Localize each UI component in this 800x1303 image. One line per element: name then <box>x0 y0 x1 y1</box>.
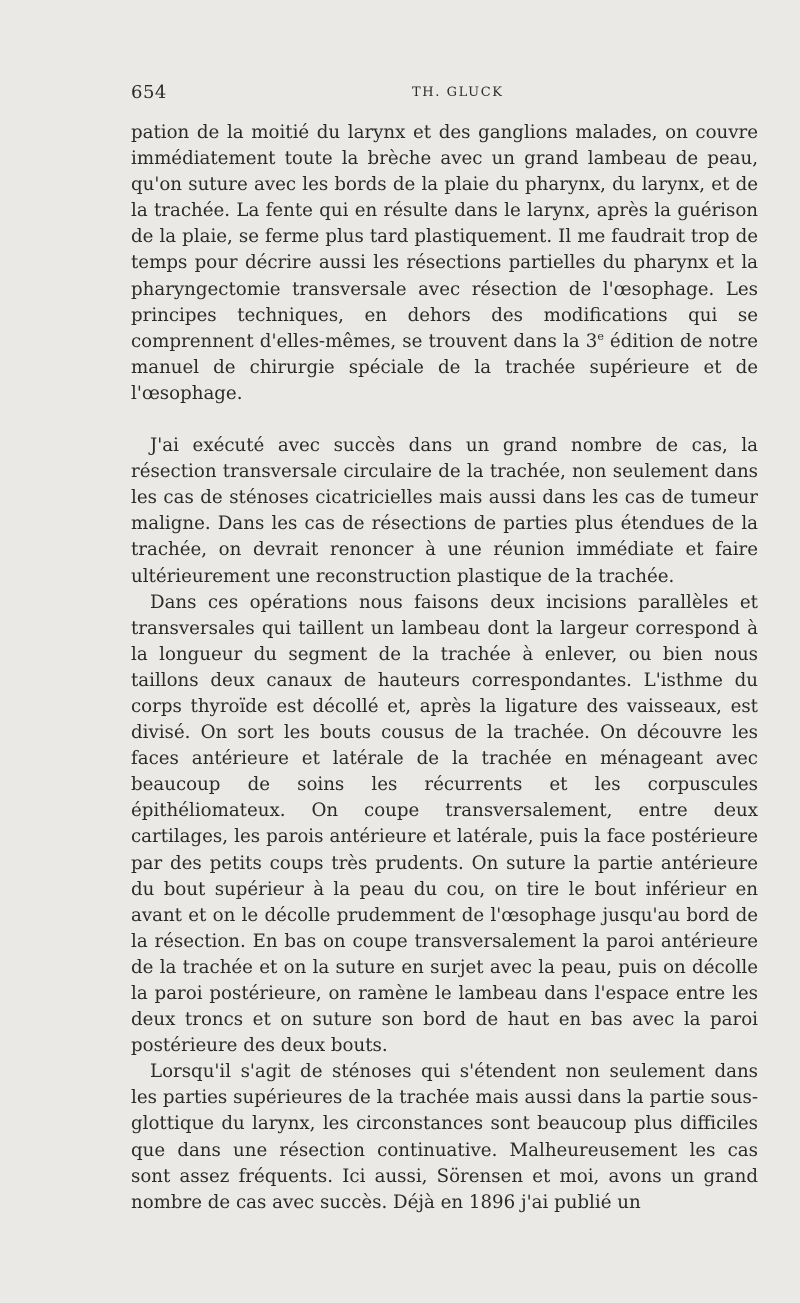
body-text <box>131 120 758 1216</box>
edition-superscript: e <box>597 329 604 343</box>
edition-number: 3 <box>585 330 598 352</box>
page-number: 654 <box>131 82 167 103</box>
paragraph-1-text-b: édition de notre manuel de chirurgie spéciale de la trachée supérieure et de l'œsophage. <box>131 330 758 404</box>
paragraph-1 <box>131 120 758 407</box>
paragraph-1-text-a: pation de la moitié du larynx et des ganglions malades, on couvre immédiatement toute la brèche avec un grand lambeau de peau, qu'on suture avec les bords de la plaie du pharynx, du larynx, et de la trachée. La fente qui en résulte dans le larynx, après la guérison de la plaie, se ferme plus tard plastiquement. Il me faudrait trop de temps pour décrire aussi les résections partielles du pharynx et la pharyngectomie transversale avec résection de l'œsophage. Les principes techniques, en dehors des modifications qui se comprennent d'elles-mêmes, se trouvent dans la <box>131 122 758 352</box>
paragraph-4: Lorsqu'il s'agit de sténoses qui s'étendent non seulement dans les parties supérieures de la trachée mais aussi dans la partie sous-glottique du larynx, les circonstances sont beaucoup plus difficiles que dans une résection continuative. Malheureusement les cas sont assez fréquents. Ici aussi, Sörensen et moi, avons un grand nombre de cas avec succès. Déjà en 1896 j'ai publié un <box>131 1061 758 1213</box>
page-header <box>131 82 751 106</box>
paragraph-2: J'ai exécuté avec succès dans un grand nombre de cas, la résection transversale circulaire de la trachée, non seulement dans les cas de sténoses cicatricielles mais aussi dans les cas de tumeur maligne. Dans les cas de résections de parties plus étendues de la trachée, on devrait renoncer à une réunion immédiate et faire ultérieurement une reconstruction plastique de la trachée. <box>131 435 758 587</box>
running-head: TH. GLUCK <box>412 85 504 100</box>
paragraph-3: Dans ces opérations nous faisons deux incisions parallèles et transversales qui taillent un lambeau dont la largeur correspond à la longueur du segment de la trachée à enlever, ou bien nous taillons deux canaux de hauteurs correspondantes. L'isthme du corps thyroïde est décollé et, après la ligature des vaisseaux, est divisé. On sort les bouts cousus de la trachée. On découvre les faces antérieure et latérale de la trachée en ménageant avec beaucoup de soins les récurrents et les corpuscules épithéliomateux. On coupe transversalement, entre deux cartilages, les parois antérieure et latérale, puis la face postérieure par des petits coups très prudents. On suture la partie antérieure du bout supérieur à la peau du cou, on tire le bout inférieur en avant et on le décolle prudemment de l'œsophage jusqu'au bord de la résection. En bas on coupe transversalement la paroi antérieure de la trachée et on la suture en surjet avec la peau, puis on décolle la paroi postérieure, on ramène le lambeau dans l'espace entre les deux troncs et on suture son bord de haut en bas avec la paroi postérieure des deux bouts. <box>131 591 758 1057</box>
